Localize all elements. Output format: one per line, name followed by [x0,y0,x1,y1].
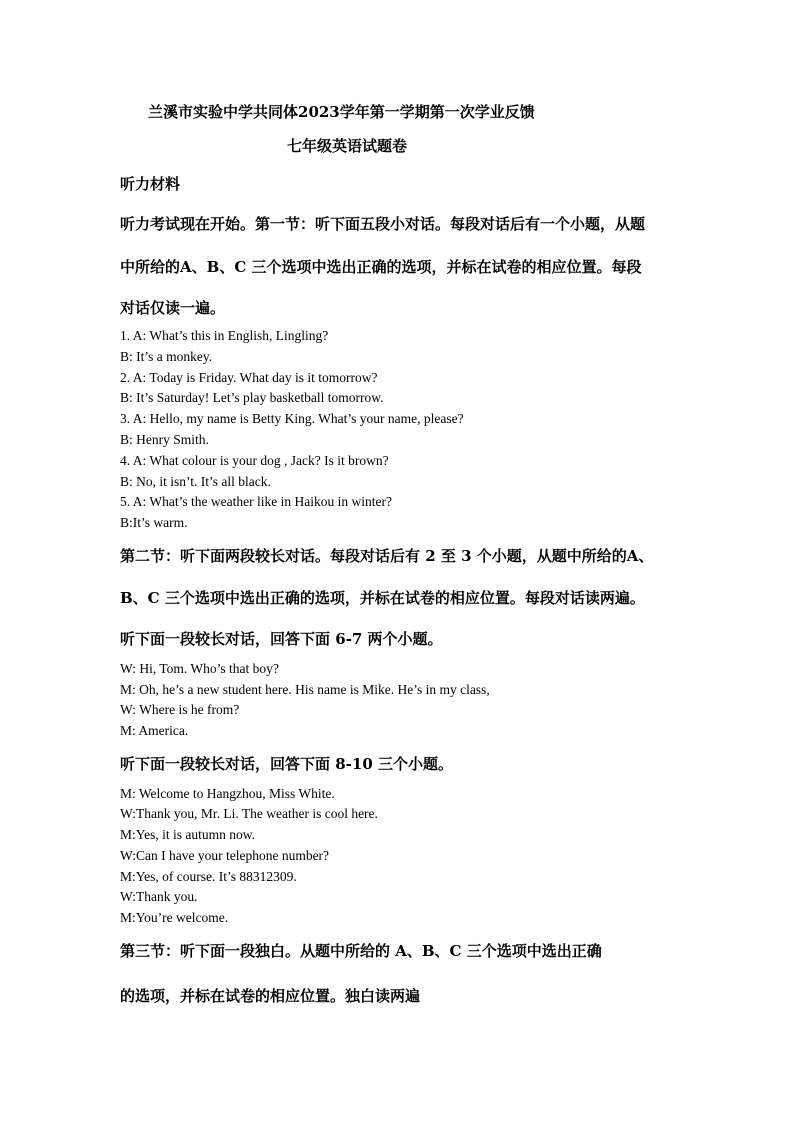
part1-intro-line: 对话仅读一遍。 [120,299,226,317]
dialogue-line: W: Where is he from? [120,702,240,717]
dialogue-heading: 听下面一段较长对话，回答下面 6-7 两个小题。 [120,630,443,648]
dialogue-line: 2. A: Today is Friday. What day is it tomorrow? [120,370,378,385]
dialogue-line: M:You’re welcome. [120,910,229,925]
dialogue-line: W:Thank you. [120,889,198,904]
part2-intro-line: 第二节：听下面两段较长对话。每段对话后有 2 至 3 个小题，从题中所给的A、 [120,547,654,565]
dialogue-line: 4. A: What colour is your dog , Jack? Is it brown? [120,453,389,468]
dialogue-line: B: No, it isn’t. It’s all black. [120,474,271,489]
dialogue-line: 5. A: What’s the weather like in Haikou in winter? [120,494,392,509]
part3-intro-line: 第三节：听下面一段独白。从题中所给的 A、B、C 三个选项中选出正确 [120,942,602,960]
dialogue-line: B: It’s Saturday! Let’s play basketball tomorrow. [120,390,384,405]
dialogue-line: M:Yes, it is autumn now. [120,827,256,842]
page-subtitle: 七年级英语试题卷 [287,137,408,155]
dialogue-line: B: It’s a monkey. [120,349,213,364]
part1-intro-line: 听力考试现在开始。第一节：听下面五段小对话。每段对话后有一个小题，从题 [120,215,646,233]
dialogue-line: W: Hi, Tom. Who’s that boy? [120,661,279,676]
dialogue-line: M: America. [120,723,189,738]
part1-intro-line: 中所给的A、B、C 三个选项中选出正确的选项，并标在试卷的相应位置。每段 [120,258,642,276]
part3-intro-line: 的选项，并标在试卷的相应位置。独白读两遍 [120,987,421,1005]
dialogue-line: 3. A: Hello, my name is Betty King. What’s your name, please? [120,411,464,426]
dialogue-line: M: Welcome to Hangzhou, Miss White. [120,786,335,801]
dialogue-heading: 听下面一段较长对话，回答下面 8-10 三个小题。 [120,755,453,773]
dialogue-line: 1. A: What’s this in English, Lingling? [120,328,329,343]
dialogue-line: W:Thank you, Mr. Li. The weather is cool here. [120,806,378,821]
dialogue-line: M: Oh, he’s a new student here. His name is Mike. He’s in my class, [120,682,490,697]
dialogue-line: B: Henry Smith. [120,432,209,447]
dialogue-line: W:Can I have your telephone number? [120,848,330,863]
part2-intro-line: B、C 三个选项中选出正确的选项，并标在试卷的相应位置。每段对话读两遍。 [120,589,645,607]
dialogue-line: M:Yes, of course. It’s 88312309. [120,869,297,884]
section-heading: 听力材料 [120,175,181,193]
dialogue-line: B:It’s warm. [120,515,188,530]
page-title: 兰溪市实验中学共同体2023学年第一学期第一次学业反馈 [148,103,535,121]
